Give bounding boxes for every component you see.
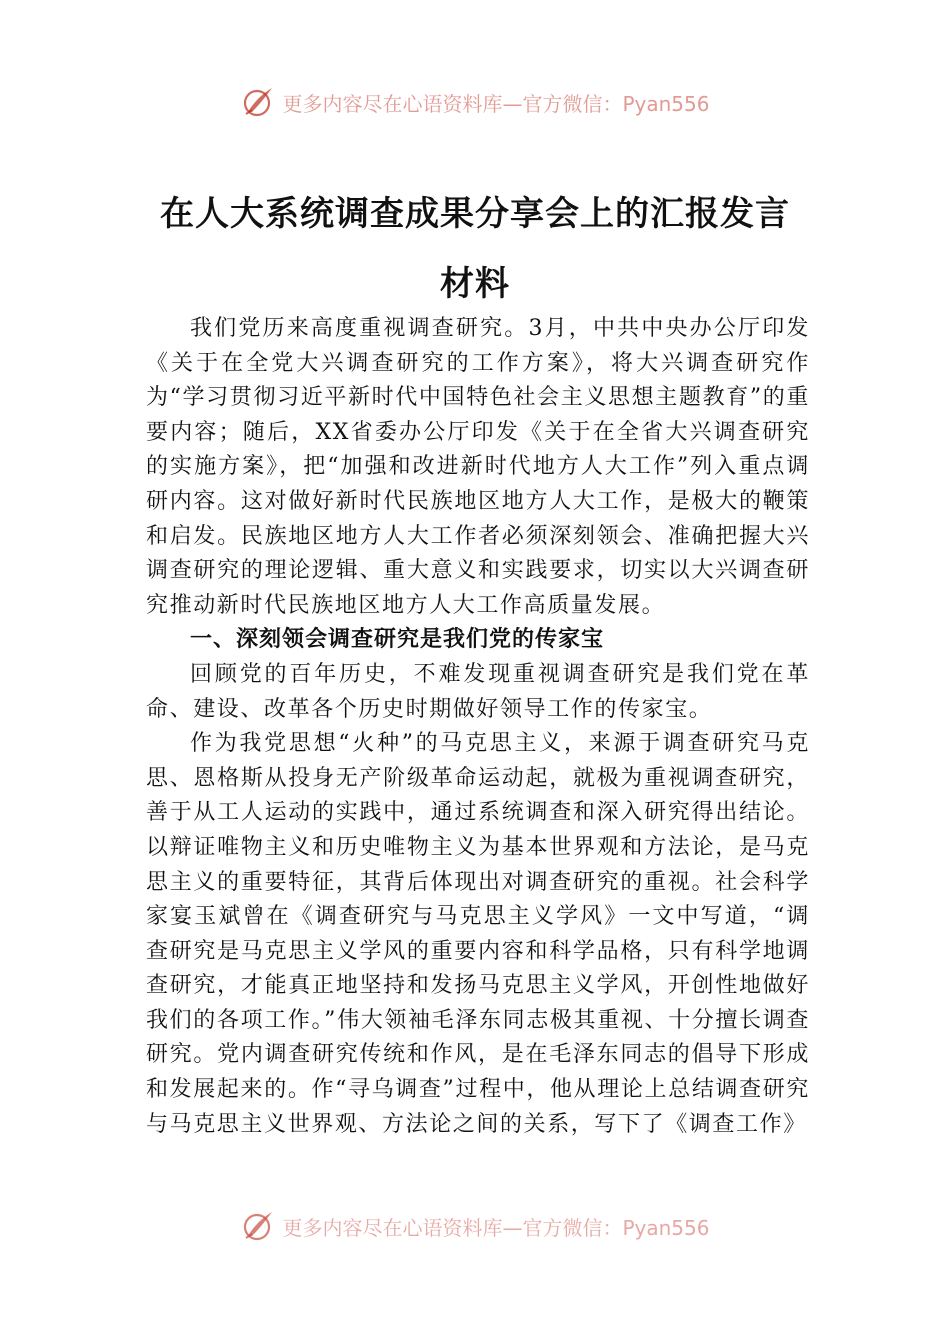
document-title-line1: 在人大系统调查成果分享会上的汇报发言 <box>160 194 790 234</box>
watermark-text: 更多内容尽在心语资料库—官方微信：Pyan556 <box>282 1215 710 1240</box>
watermark-footer <box>0 1208 950 1244</box>
document-body <box>146 312 810 1142</box>
quill-logo-icon <box>240 1208 276 1244</box>
section-paragraph: 作为我党思想“火种”的马克思主义，来源于调查研究马克思、恩格斯从投身无产阶级革命运动起，就极为重视调查研究，善于从工人运动的实践中，通过系统调查和深入研究得出结论。以辩证唯物主义和历史唯物主义为基本世界观和方法论，是马克思主义的重要特征，其背后体现出对调查研究的重视。社会科学家宴玉斌曾在《调查研究与马克思主义学风》一文中写道，“调查研究是马克思主义学风的重要内容和科学品格，只有科学地调查研究，才能真正地坚持和发扬马克思主义学风，开创性地做好我们的各项工作。”伟大领袖毛泽东同志极其重视、十分擅长调查研究。党内调查研究传统和作风，是在毛泽东同志的倡导下形成和发展起来的。作“寻乌调查”过程中，他从理论上总结调查研究与马克思主义世界观、方法论之间的关系，写下了《调查工作》 <box>146 731 810 1137</box>
section-paragraph: 回顾党的百年历史，不难发现重视调查研究是我们党在革命、建设、改革各个历史时期做好领导工作的传家宝。 <box>146 661 810 722</box>
intro-paragraph: 我们党历来高度重视调查研究。3月，中共中央办公厅印发《关于在全党大兴调查研究的工作方案》，将大兴调查研究作为“学习贯彻习近平新时代中国特色社会主义思想主题教育”的重要内容；随后，XX省委办公厅印发《关于在全省大兴调查研究的实施方案》，把“加强和改进新时代地方人大工作”列入重点调研内容。这对做好新时代民族地区地方人大工作，是极大的鞭策和启发。民族地区地方人大工作者必须深刻领会、准确把握大兴调查研究的理论逻辑、重大意义和实践要求，切实以大兴调查研究推动新时代民族地区地方人大工作高质量发展。 <box>146 316 810 618</box>
document-title-line2: 材料 <box>440 264 510 304</box>
section-heading: 一、深刻领会调查研究是我们党的传家宝 <box>190 627 605 653</box>
watermark-header <box>0 84 950 120</box>
quill-logo-icon <box>240 84 276 120</box>
watermark-text: 更多内容尽在心语资料库—官方微信：Pyan556 <box>282 91 710 116</box>
